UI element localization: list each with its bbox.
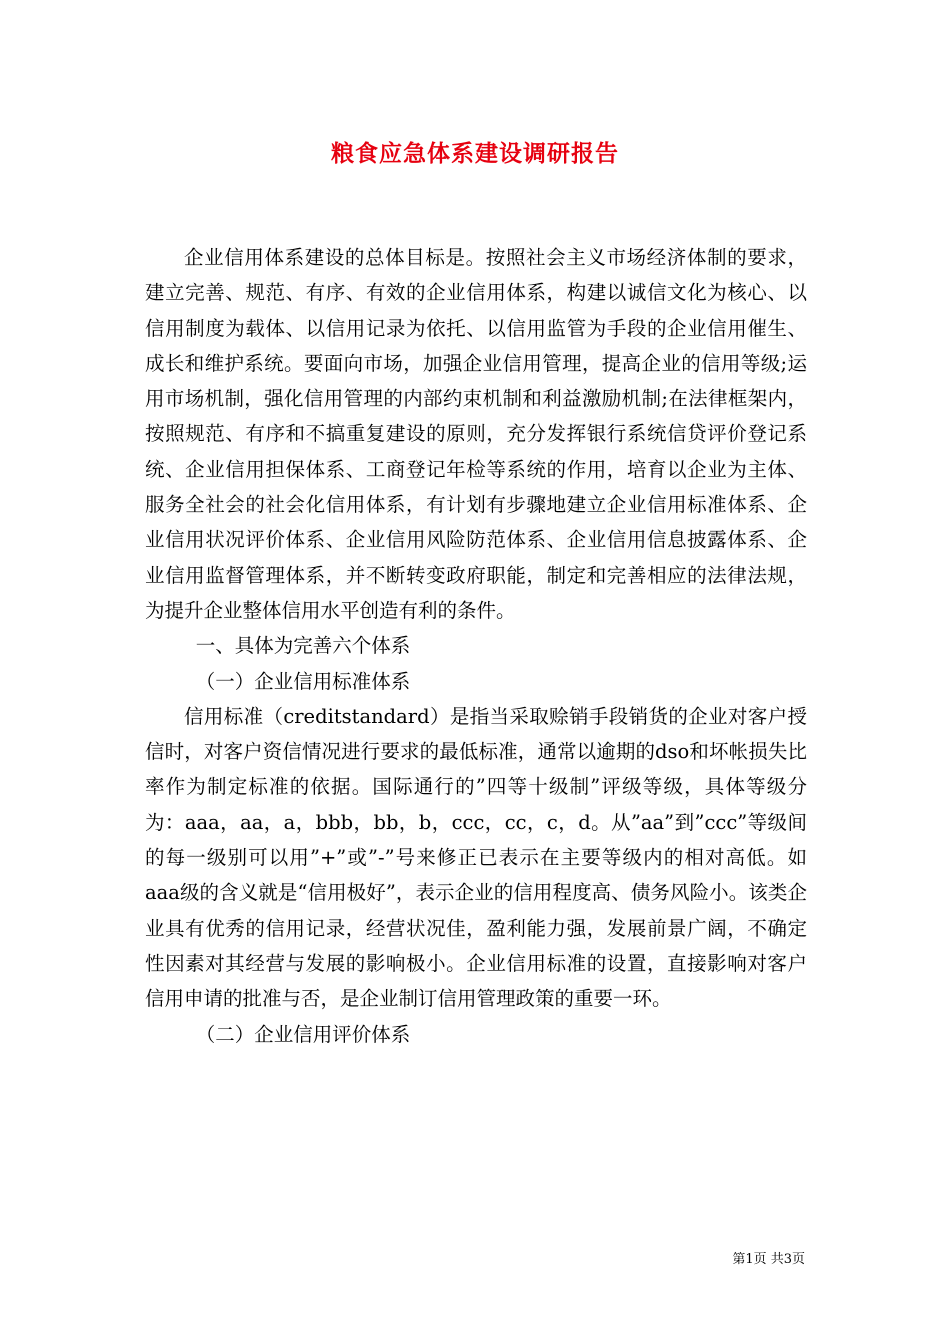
paragraph-credit-standard: 信用标准（creditstandard）是指当采取赊销手段销货的企业对客户授信时，对客户资信情况进行要求的最低标准，通常以逾期的dso和坏帐损失比率作为制定标准的依据。国际通行的”四等十级制”评级等级，具体等级分为：aaa，aa，a，bbb，bb，b，ccc，cc，c，d。从”aa”到”ccc”等级间的每一级别可以用”+”或”-”号来修正已表示在主要等级内的相对高低。如aaa级的含义就是“信用极好”，表示企业的信用程度高、债务风险小。该类企业具有优秀的信用记录，经营状况佳，盈利能力强，发展前景广阔，不确定性因素对其经营与发展的影响极小。企业信用标准的设置，直接影响对客户信用申请的批准与否，是企业制订信用管理政策的重要一环。 [145,704,807,1011]
document-title: 粮食应急体系建设调研报告 [331,140,619,167]
document-body [145,240,807,1052]
subsection-heading-credit-evaluation: （二）企业信用评价体系 [195,1022,411,1046]
subsection-heading-credit-standard: （一）企业信用标准体系 [195,669,411,693]
section-heading-six-systems: 一、具体为完善六个体系 [195,634,411,658]
page-footer: 第1页 共3页 [732,1252,805,1267]
paragraph-overall-goal: 企业信用体系建设的总体目标是。按照社会主义市场经济体制的要求，建立完善、规范、有序、有效的企业信用体系，构建以诚信文化为核心、以信用制度为载体、以信用记录为依托、以信用监管为手段的企业信用催生、成长和维护系统。要面向市场，加强企业信用管理，提高企业的信用等级;运用市场机制，强化信用管理的内部约束机制和利益激励机制;在法律框架内，按照规范、有序和不搞重复建设的原则，充分发挥银行系统信贷评价登记系统、企业信用担保体系、工商登记年检等系统的作用，培育以企业为主体、服务全社会的社会化信用体系，有计划有步骤地建立企业信用标准体系、企业信用状况评价体系、企业信用风险防范体系、企业信用信息披露体系、企业信用监督管理体系，并不断转变政府职能，制定和完善相应的法律法规，为提升企业整体信用水平创造有利的条件。 [145,246,807,622]
